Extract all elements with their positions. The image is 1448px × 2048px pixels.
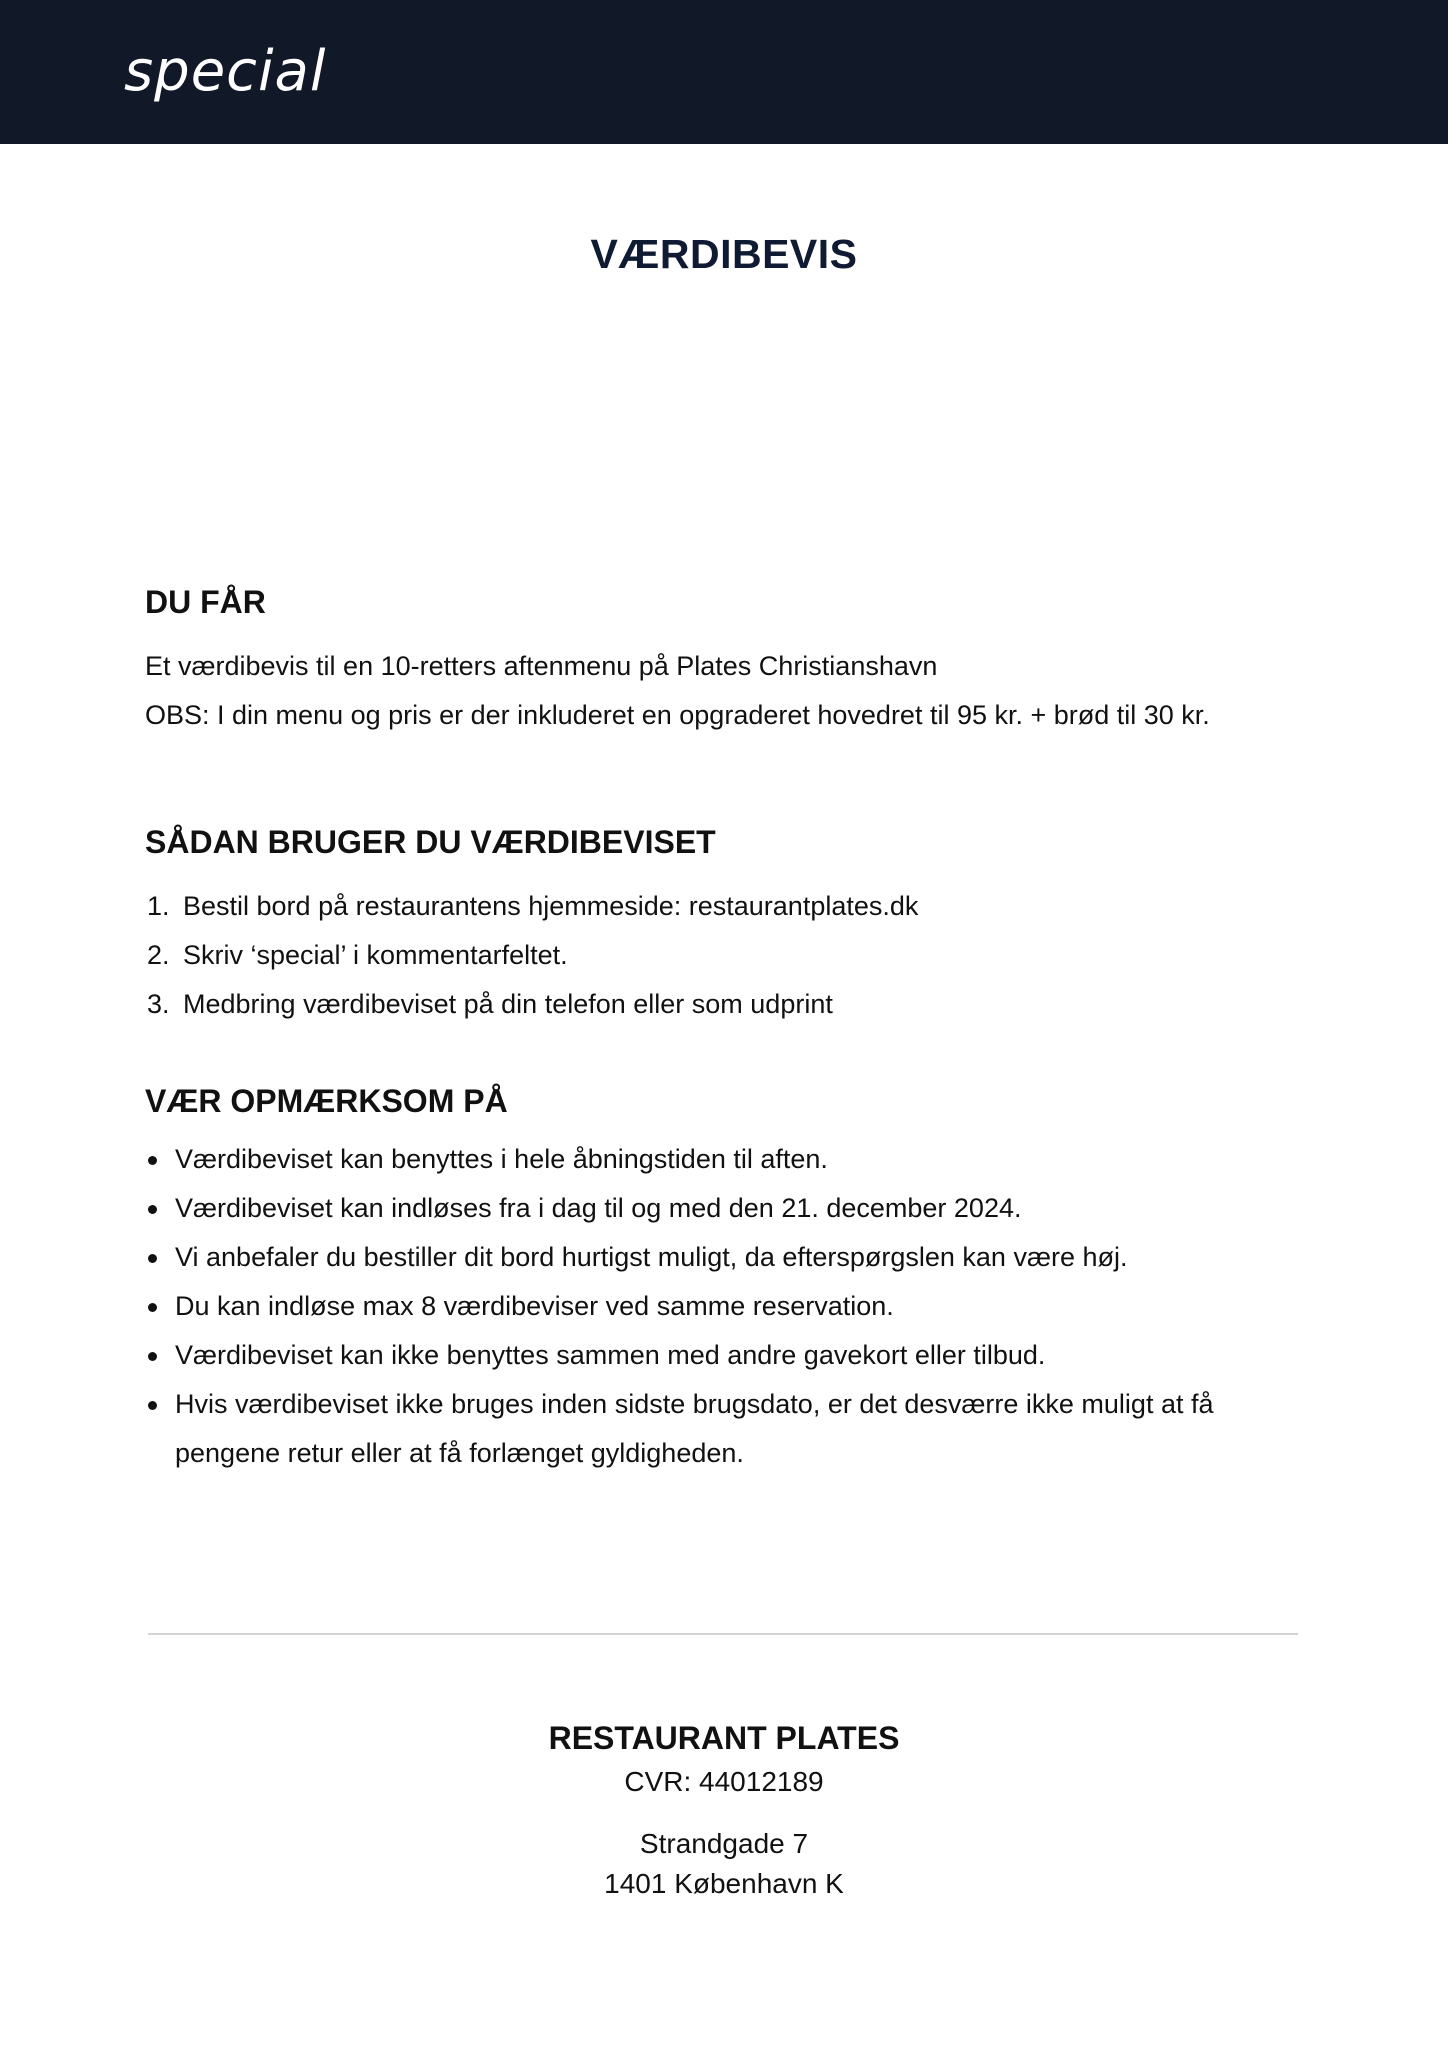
list-item bbox=[145, 1184, 1345, 1233]
notes-list bbox=[145, 1135, 1345, 1478]
section-heading-usage: SÅDAN BRUGER DU VÆRDIBEVISET bbox=[145, 824, 716, 860]
section-heading-included: DU FÅR bbox=[145, 584, 266, 620]
step-text: Medbring værdibeviset på din telefon eller som udprint bbox=[183, 989, 833, 1019]
note-text: Værdibeviset kan benyttes i hele åbningstiden til aften. bbox=[175, 1144, 828, 1174]
list-item bbox=[145, 1233, 1345, 1282]
included-line-menu: Et værdibevis til en 10-retters aftenmenu på Plates Christianshavn bbox=[145, 651, 938, 681]
bullet-icon bbox=[148, 1303, 157, 1312]
list-item bbox=[145, 980, 1345, 1029]
brand-logo: special bbox=[124, 39, 327, 104]
section-usage bbox=[145, 820, 1345, 1029]
step-number: 1. bbox=[147, 891, 170, 921]
note-text: Vi anbefaler du bestiller dit bord hurtigst muligt, da efterspørgslen kan være høj. bbox=[175, 1242, 1128, 1272]
usage-steps-list bbox=[145, 882, 1345, 1029]
note-text: Værdibeviset kan ikke benyttes sammen med andre gavekort eller tilbud. bbox=[175, 1340, 1046, 1370]
note-text: Værdibeviset kan indløses fra i dag til og med den 21. december 2024. bbox=[175, 1193, 1022, 1223]
included-line-note: OBS: I din menu og pris er der inkluderet en opgraderet hovedret til 95 kr. + brød til 30 kr. bbox=[145, 700, 1210, 730]
list-item bbox=[145, 1282, 1345, 1331]
note-text: Hvis værdibeviset ikke bruges inden sidste brugsdato, er det desværre ikke muligt at få pengene retur eller at få forlænget gyldigheden. bbox=[175, 1389, 1214, 1468]
step-text: Bestil bord på restaurantens hjemmeside: restaurantplates.dk bbox=[183, 891, 919, 921]
bullet-icon bbox=[148, 1352, 157, 1361]
section-notes bbox=[145, 1079, 1345, 1478]
bullet-icon bbox=[148, 1254, 157, 1263]
address-street: Strandgade 7 bbox=[639, 1828, 809, 1859]
bullet-icon bbox=[148, 1156, 157, 1165]
list-item bbox=[145, 1380, 1275, 1478]
page-title: VÆRDIBEVIS bbox=[590, 231, 858, 277]
section-heading-notes: VÆR OPMÆRKSOM PÅ bbox=[145, 1083, 508, 1119]
header-bar bbox=[0, 0, 1448, 144]
list-item bbox=[145, 882, 1345, 931]
list-item bbox=[145, 1331, 1345, 1380]
cvr-number: CVR: 44012189 bbox=[624, 1766, 824, 1797]
footer bbox=[0, 1714, 1448, 1904]
list-item bbox=[145, 931, 1345, 980]
address-city: 1401 København K bbox=[604, 1868, 844, 1899]
step-number: 2. bbox=[147, 940, 170, 970]
note-text: Du kan indløse max 8 værdibeviser ved samme reservation. bbox=[175, 1291, 894, 1321]
list-item bbox=[145, 1135, 1345, 1184]
step-text: Skriv ‘special’ i kommentarfeltet. bbox=[183, 940, 568, 970]
bullet-icon bbox=[148, 1401, 157, 1410]
footer-divider bbox=[148, 1633, 1298, 1635]
step-number: 3. bbox=[147, 989, 170, 1019]
section-included bbox=[145, 580, 1345, 740]
restaurant-name: RESTAURANT PLATES bbox=[548, 1720, 900, 1756]
bullet-icon bbox=[148, 1205, 157, 1214]
voucher-content bbox=[145, 580, 1345, 1478]
